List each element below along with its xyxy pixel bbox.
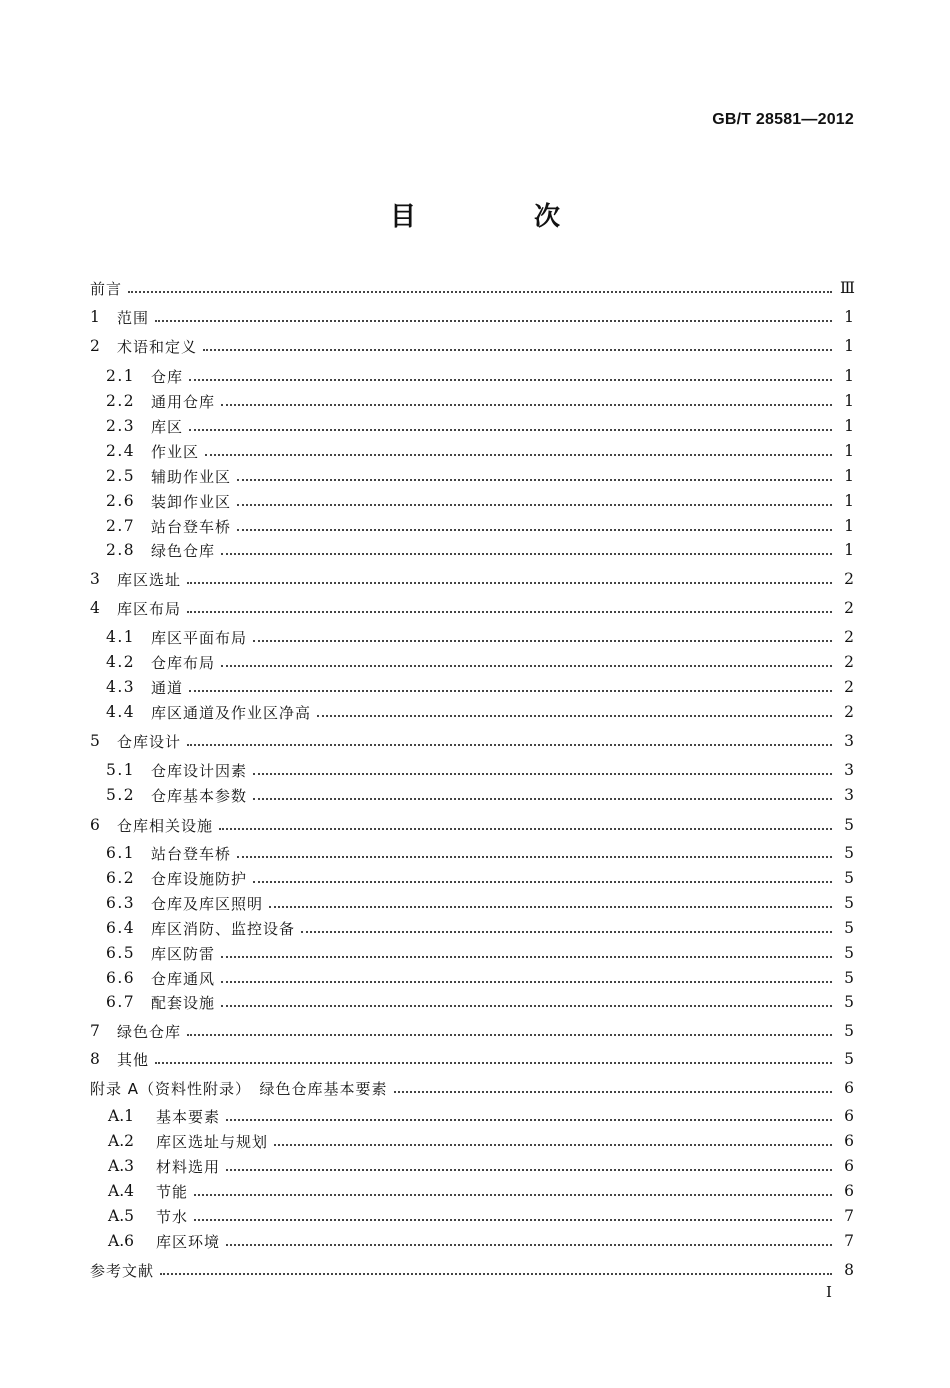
toc-entry-number: 2.7 bbox=[106, 517, 136, 535]
toc-dot-leader bbox=[269, 906, 832, 908]
toc-entry-number: 2.3 bbox=[106, 417, 136, 435]
toc-entry-number: 6.1 bbox=[106, 844, 136, 862]
toc-entry-page: 6 bbox=[844, 1182, 854, 1200]
toc-entry-page: 2 bbox=[844, 653, 854, 671]
toc-entry[interactable] bbox=[106, 514, 854, 538]
toc-entry[interactable] bbox=[90, 1047, 854, 1071]
toc-entry[interactable] bbox=[106, 414, 854, 438]
toc-dot-leader bbox=[155, 1062, 832, 1064]
toc-dot-leader bbox=[221, 1005, 832, 1007]
toc-entry-page: 5 bbox=[844, 894, 854, 912]
toc-dot-leader bbox=[221, 956, 832, 958]
toc-entry-number: 2.5 bbox=[106, 467, 136, 485]
toc-dot-leader bbox=[219, 828, 832, 830]
toc-dot-leader bbox=[253, 773, 832, 775]
toc-entry[interactable] bbox=[106, 841, 854, 865]
toc-dot-leader bbox=[317, 715, 832, 717]
toc-entry-title: 仓库设计因素 bbox=[151, 761, 248, 780]
toc-entry-title: 库区平面布局 bbox=[151, 628, 248, 647]
toc-entry-number: 5.2 bbox=[106, 786, 136, 804]
toc-entry-number: A.3 bbox=[108, 1157, 134, 1175]
toc-entry-title: 绿色仓库 bbox=[117, 1022, 182, 1041]
toc-entry-title: 仓库设计 bbox=[117, 732, 182, 751]
toc-entry[interactable] bbox=[106, 916, 854, 940]
toc-entry-title: 参考文献 bbox=[90, 1261, 155, 1280]
toc-entry-title: 材料选用 bbox=[156, 1157, 221, 1176]
toc-entry-number: 4.3 bbox=[106, 678, 136, 696]
toc-entry-title: 仓库设施防护 bbox=[151, 869, 248, 888]
toc-entry-title: 仓库及库区照明 bbox=[151, 894, 264, 913]
toc-entry-page: 5 bbox=[844, 816, 854, 834]
toc-entry-number: 4.4 bbox=[106, 703, 136, 721]
toc-entry[interactable] bbox=[90, 596, 854, 620]
toc-dot-leader bbox=[394, 1091, 832, 1093]
toc-entry-number: A.1 bbox=[108, 1107, 134, 1125]
toc-entry-title: 术语和定义 bbox=[117, 337, 198, 356]
toc-dot-leader bbox=[237, 529, 832, 531]
toc-entry[interactable] bbox=[106, 625, 854, 649]
toc-entry-page: 3 bbox=[844, 761, 854, 779]
toc-entry[interactable] bbox=[90, 1076, 854, 1100]
toc-entry[interactable] bbox=[106, 489, 854, 513]
toc-entry[interactable] bbox=[90, 334, 854, 358]
toc-entry-number: 8 bbox=[90, 1050, 100, 1068]
toc-entry-page: 5 bbox=[844, 919, 854, 937]
toc-entry[interactable] bbox=[108, 1104, 854, 1128]
toc-entry[interactable] bbox=[108, 1204, 854, 1228]
toc-entry-title: 库区通道及作业区净高 bbox=[151, 703, 312, 722]
toc-entry-title: 库区布局 bbox=[117, 599, 182, 618]
toc-entry-number: 2.1 bbox=[106, 367, 136, 385]
toc-dot-leader bbox=[226, 1244, 832, 1246]
toc-dot-leader bbox=[187, 744, 832, 746]
toc-entry-number: A.4 bbox=[108, 1182, 134, 1200]
toc-dot-leader bbox=[187, 582, 832, 584]
toc-entry-title: 节水 bbox=[156, 1207, 189, 1226]
toc-entry-page: 6 bbox=[844, 1132, 854, 1150]
toc-dot-leader bbox=[237, 504, 832, 506]
toc-dot-leader bbox=[226, 1169, 832, 1171]
toc-entry-number: 2.8 bbox=[106, 541, 136, 559]
toc-dot-leader bbox=[205, 454, 832, 456]
toc-entry-title: 其他 bbox=[117, 1050, 150, 1069]
toc-dot-leader bbox=[237, 856, 832, 858]
toc-entry-title: 仓库通风 bbox=[151, 969, 216, 988]
toc-entry-title: 库区环境 bbox=[156, 1232, 221, 1251]
toc-entry-number: 6.6 bbox=[106, 969, 136, 987]
toc-entry-number: 4.2 bbox=[106, 653, 136, 671]
toc-entry-title: 仓库相关设施 bbox=[117, 816, 214, 835]
toc-entry-page: 5 bbox=[844, 1022, 854, 1040]
toc-entry-number: 6.7 bbox=[106, 993, 136, 1011]
toc-entry-title: 配套设施 bbox=[151, 993, 216, 1012]
toc-dot-leader bbox=[128, 291, 832, 293]
toc-entry-page: 5 bbox=[844, 944, 854, 962]
toc-entry-page: 1 bbox=[844, 541, 854, 559]
toc-entry-title: 基本要素 bbox=[156, 1107, 221, 1126]
toc-entry[interactable] bbox=[108, 1179, 854, 1203]
toc-entry-page: 6 bbox=[844, 1107, 854, 1125]
toc-entry[interactable] bbox=[90, 305, 854, 329]
toc-entry-title: 站台登车桥 bbox=[151, 844, 232, 863]
toc-dot-leader bbox=[301, 931, 832, 933]
toc-entry[interactable] bbox=[90, 567, 854, 591]
toc-entry-page: 1 bbox=[844, 417, 854, 435]
toc-entry-page: 1 bbox=[844, 442, 854, 460]
toc-entry-page: 1 bbox=[844, 308, 854, 326]
toc-dot-leader bbox=[221, 665, 832, 667]
toc-entry-number: 4 bbox=[90, 599, 100, 617]
toc-entry[interactable] bbox=[106, 783, 854, 807]
toc-entry-page: 8 bbox=[844, 1261, 854, 1279]
toc-dot-leader bbox=[226, 1119, 832, 1121]
toc-entry[interactable] bbox=[90, 729, 854, 753]
toc-entry-title: 库区防雷 bbox=[151, 944, 216, 963]
toc-dot-leader bbox=[253, 798, 832, 800]
toc-entry-number: 5 bbox=[90, 732, 100, 750]
toc-entry[interactable] bbox=[106, 439, 854, 463]
toc-entry-number: 2.6 bbox=[106, 492, 136, 510]
toc-entry-page: 5 bbox=[844, 844, 854, 862]
toc-entry-page: 2 bbox=[844, 570, 854, 588]
toc-entry-page: 3 bbox=[844, 732, 854, 750]
toc-entry-page: 6 bbox=[844, 1079, 854, 1097]
toc-entry-page: 2 bbox=[844, 678, 854, 696]
toc-entry-title: 绿色仓库 bbox=[151, 541, 216, 560]
toc-entry-page: 1 bbox=[844, 467, 854, 485]
toc-entry-title: 节能 bbox=[156, 1182, 189, 1201]
toc-entry[interactable] bbox=[108, 1229, 854, 1253]
toc-dot-leader bbox=[253, 881, 832, 883]
toc-entry[interactable] bbox=[106, 866, 854, 890]
toc-entry-page: 1 bbox=[844, 367, 854, 385]
toc-dot-leader bbox=[237, 479, 832, 481]
toc-dot-leader bbox=[189, 690, 832, 692]
toc-entry-page: 3 bbox=[844, 786, 854, 804]
toc-entry-title: 通道 bbox=[151, 678, 184, 697]
toc-dot-leader bbox=[194, 1194, 832, 1196]
toc-entry[interactable] bbox=[106, 464, 854, 488]
toc-entry-page: 2 bbox=[844, 703, 854, 721]
toc-entry-page: 5 bbox=[844, 969, 854, 987]
toc-entry-title: 作业区 bbox=[151, 442, 200, 461]
toc-entry-number: A.6 bbox=[108, 1232, 134, 1250]
toc-entry[interactable] bbox=[90, 813, 854, 837]
toc-entry-number: 6 bbox=[90, 816, 100, 834]
toc-entry-title: 库区选址与规划 bbox=[156, 1132, 269, 1151]
toc-entry-page: 2 bbox=[844, 599, 854, 617]
toc-entry-page: 5 bbox=[844, 993, 854, 1011]
toc-entry-number: 6.3 bbox=[106, 894, 136, 912]
toc-entry-title: 辅助作业区 bbox=[151, 467, 232, 486]
toc-entry-number: 2.4 bbox=[106, 442, 136, 460]
toc-entry-number: 7 bbox=[90, 1022, 100, 1040]
toc-entry-title: 通用仓库 bbox=[151, 392, 216, 411]
toc-entry-title: 库区 bbox=[151, 417, 184, 436]
toc-entry-number: 2 bbox=[90, 337, 100, 355]
toc-dot-leader bbox=[189, 429, 832, 431]
toc-entry[interactable] bbox=[106, 538, 854, 562]
toc-dot-leader bbox=[253, 640, 832, 642]
toc-entry-page: 7 bbox=[844, 1232, 854, 1250]
toc-entry-page: 1 bbox=[844, 392, 854, 410]
toc-entry[interactable] bbox=[90, 276, 854, 300]
toc-entry-page: 1 bbox=[844, 492, 854, 510]
toc-entry-number: 3 bbox=[90, 570, 100, 588]
toc-entry[interactable] bbox=[106, 891, 854, 915]
toc-dot-leader bbox=[189, 379, 832, 381]
toc-entry[interactable] bbox=[106, 941, 854, 965]
toc-dot-leader bbox=[203, 349, 832, 351]
toc-entry-number: 5.1 bbox=[106, 761, 136, 779]
toc-entry-number: 6.5 bbox=[106, 944, 136, 962]
toc-entry-page: 1 bbox=[844, 337, 854, 355]
toc-entry-number: 6.4 bbox=[106, 919, 136, 937]
toc-entry-title: 库区消防、监控设备 bbox=[151, 919, 296, 938]
toc-entry-page: Ⅲ bbox=[840, 279, 855, 297]
toc-dot-leader bbox=[160, 1273, 832, 1275]
toc-entry-title: 范围 bbox=[117, 308, 150, 327]
toc-entry-number: 4.1 bbox=[106, 628, 136, 646]
toc-entry-page: 6 bbox=[844, 1157, 854, 1175]
toc-entry-page: 1 bbox=[844, 517, 854, 535]
toc-entry-page: 5 bbox=[844, 1050, 854, 1068]
toc-dot-leader bbox=[187, 611, 832, 613]
toc-entry-title: 装卸作业区 bbox=[151, 492, 232, 511]
toc-entry-number: A.5 bbox=[108, 1207, 134, 1225]
page-title: 目 次 bbox=[389, 202, 606, 232]
toc-entry[interactable] bbox=[106, 700, 854, 724]
toc-dot-leader bbox=[221, 553, 832, 555]
toc-entry-page: 5 bbox=[844, 869, 854, 887]
toc-dot-leader bbox=[221, 981, 832, 983]
toc-entry-title: 附录 A（资料性附录） 绿色仓库基本要素 bbox=[90, 1079, 388, 1098]
toc-entry-title: 仓库基本参数 bbox=[151, 786, 248, 805]
toc-entry-number: 2.2 bbox=[106, 392, 136, 410]
toc-dot-leader bbox=[194, 1219, 832, 1221]
toc-entry-number: 6.2 bbox=[106, 869, 136, 887]
toc-entry-page: 2 bbox=[844, 628, 854, 646]
toc-dot-leader bbox=[187, 1034, 832, 1036]
toc-entry[interactable] bbox=[106, 966, 854, 990]
toc-entry-title: 库区选址 bbox=[117, 570, 182, 589]
toc-entry[interactable] bbox=[106, 675, 854, 699]
toc-dot-leader bbox=[155, 320, 832, 322]
toc-entry-page: 7 bbox=[844, 1207, 854, 1225]
toc-entry-title: 仓库 bbox=[151, 367, 184, 386]
toc-entry-number: 1 bbox=[90, 308, 100, 326]
toc-entry[interactable] bbox=[106, 389, 854, 413]
toc-entry[interactable] bbox=[106, 364, 854, 388]
toc-entry[interactable] bbox=[90, 1019, 854, 1043]
toc-dot-leader bbox=[221, 404, 832, 406]
toc-entry[interactable] bbox=[106, 990, 854, 1014]
toc-entry[interactable] bbox=[108, 1129, 854, 1153]
toc-entry-title: 仓库布局 bbox=[151, 653, 216, 672]
toc-entry-title: 前言 bbox=[90, 279, 123, 298]
toc-entry[interactable] bbox=[106, 650, 854, 674]
toc-entry-number: A.2 bbox=[108, 1132, 134, 1150]
toc-entry[interactable] bbox=[106, 758, 854, 782]
toc-entry-title: 站台登车桥 bbox=[151, 517, 232, 536]
toc-entry[interactable] bbox=[90, 1258, 854, 1282]
toc-entry[interactable] bbox=[108, 1154, 854, 1178]
toc-dot-leader bbox=[274, 1144, 832, 1146]
standard-number: GB/T 28581—2012 bbox=[712, 111, 854, 128]
page-number: I bbox=[826, 1283, 832, 1301]
